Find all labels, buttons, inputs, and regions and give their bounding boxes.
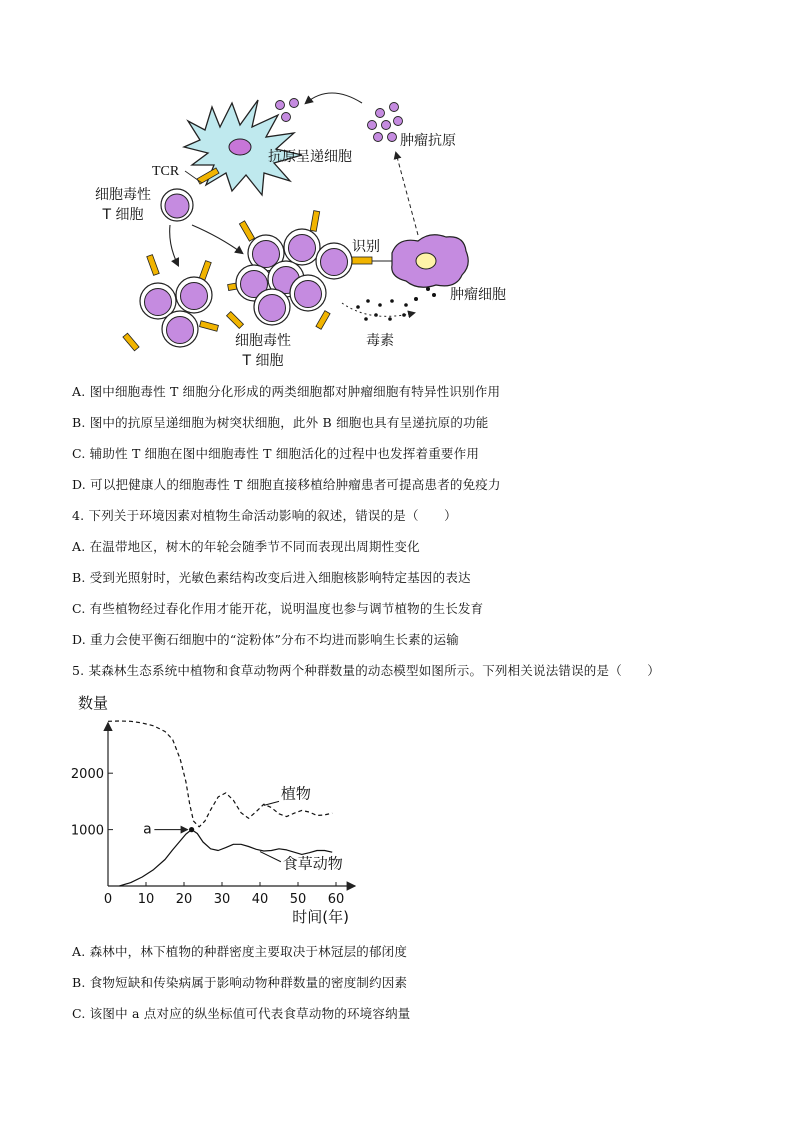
series-label-plant: 植物 [280,784,311,803]
q5-option-c: C. 该图中 a 点对应的纵坐标值可代表食草动物的环境容纳量 [72,1006,411,1021]
series-label-herbivore: 食草动物 [282,854,343,873]
plant-leader [264,801,279,805]
x-tick-label: 60 [327,892,345,907]
q4-option-a: A. 在温带地区，树木的年轮会随季节不同而表现出周期性变化 [72,539,420,554]
antigen-dots-apc [276,99,299,122]
x-tick-label: 40 [251,892,269,907]
ctl-label-top: 细胞毒性 T 细胞 [95,187,151,223]
point-a [189,827,194,832]
tcr-label: TCR [152,164,180,179]
tumor-antigen-cluster [368,103,403,142]
q3-option-c: C. 辅助性 T 细胞在图中细胞毒性 T 细胞活化的过程中也发挥着重要作用 [72,446,480,461]
q3-option-a: A. 图中细胞毒性 T 细胞分化形成的两类细胞都对肿瘤细胞有特异性识别作用 [72,384,501,399]
right-cell-cluster [227,211,372,330]
toxin-label: 毒素 [366,333,394,349]
population-chart [60,688,400,928]
x-tick-label: 10 [137,892,155,907]
q5-stem: 5. 某森林生态系统中植物和食草动物两个种群数量的动态模型如图所示。下列相关说法错误的是（ ） [72,663,661,678]
immune-diagram [80,85,540,375]
x-tick-label: 30 [213,892,231,907]
x-tick-label: 0 [103,892,113,907]
left-cell-cluster [123,255,219,351]
q5-option-b: B. 食物短缺和传染病属于影响动物种群数量的密度制约因素 [72,975,408,990]
x-tick-label: 50 [289,892,307,907]
tumor-cell-label: 肿瘤细胞 [450,287,506,303]
x-tick-label: 20 [175,892,193,907]
q3-option-d: D. 可以把健康人的细胞毒性 T 细胞直接移植给肿瘤患者可提高患者的免疫力 [72,477,501,492]
y-tick-label: 2000 [70,767,104,783]
y-axis-label: 数量 [77,694,108,712]
q4-stem: 4. 下列关于环境因素对植物生命活动影响的叙述，错误的是（ ） [72,508,457,523]
q3-option-b: B. 图中的抗原呈递细胞为树突状细胞，此外 B 细胞也具有呈递抗原的功能 [72,415,489,430]
y-tick-label: 1000 [70,823,104,839]
apc-label: 抗原呈递细胞 [268,149,352,165]
q4-option-d: D. 重力会使平衡石细胞中的“淀粉体”分布不均进而影响生长素的运输 [72,632,459,647]
point-a-label: a [143,821,152,838]
herbivore-leader [260,852,281,862]
q4-option-b: B. 受到光照射时，光敏色素结构改变后进入细胞核影响特定基因的表达 [72,570,471,585]
q4-option-c: C. 有些植物经过春化作用才能开花，说明温度也参与调节植物的生长发育 [72,601,484,616]
ctl-label-bottom: 细胞毒性 T 细胞 [235,333,291,369]
x-axis-label: 时间(年) [292,908,349,926]
series-line-plant [108,721,332,827]
tumor-antigen-label: 肿瘤抗原 [400,133,456,149]
recognize-label: 识别 [352,239,380,255]
q5-option-a: A. 森林中，林下植物的种群密度主要取决于林冠层的郁闭度 [72,944,408,959]
